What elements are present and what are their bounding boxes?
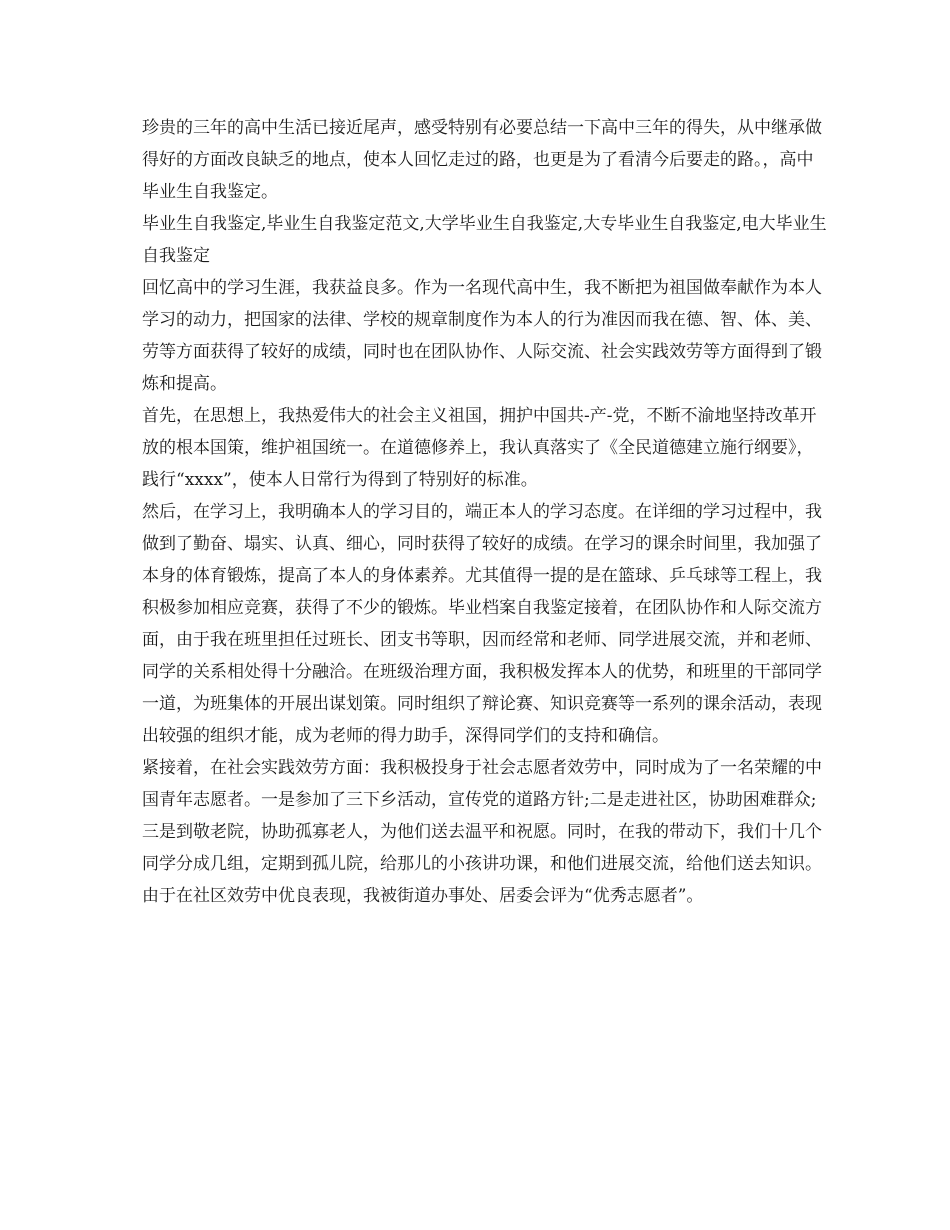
paragraph-keywords: 毕业生自我鉴定,毕业生自我鉴定范文,大学毕业生自我鉴定,大专毕业生自我鉴定,电大毕业生自我鉴定 [142, 214, 827, 266]
paragraph-ideology: 首先，在思想上，我热爱伟大的社会主义祖国，拥护中国共-产-党，不断不渝地坚持改革开放的根本国策，维护祖国统一。在道德修养上，我认真落实了《全民道德建立施行纲要》，践行“xxxx”，使本人日常行为得到了特别好的标准。 [142, 406, 817, 490]
paragraph-study: 然后，在学习上，我明确本人的学习目的，端正本人的学习态度。在详细的学习过程中，我做到了勤奋、塌实、认真、细心，同时获得了较好的成绩。在学习的课余时间里，我加强了本身的体育锻炼，提高了本人的身体素养。尤其值得一提的是在篮球、乒乓球等工程上，我积极参加相应竞赛，获得了不少的锻炼。毕业档案自我鉴定接着，在团队协作和人际交流方面，由于我在班里担任过班长、团支书等职，因而经常和老师、同学进展交流，并和老师、同学的关系相处得十分融洽。在班级治理方面，我积极发挥本人的优势，和班里的干部同学一道，为班集体的开展出谋划策。同时组织了辩论赛、知识竞赛等一系列的课余活动，表现出较强的组织才能，成为老师的得力助手，深得同学们的支持和确信。 [142, 502, 822, 746]
paragraph-overview: 回忆高中的学习生涯，我获益良多。作为一名现代高中生，我不断把为祖国做奉献作为本人学习的动力，把国家的法律、学校的规章制度作为本人的行为准因而我在德、智、体、美、劳等方面获得了较好的成绩，同时也在团队协作、人际交流、社会实践效劳等方面得到了锻炼和提高。 [142, 278, 822, 394]
document-body [142, 112, 827, 912]
paragraph-social-practice: 紧接着，在社会实践效劳方面：我积极投身于社会志愿者效劳中，同时成为了一名荣耀的中国青年志愿者。一是参加了三下乡活动，宣传党的道路方针;二是走进社区，协助困难群众;三是到敬老院，协助孤寡老人，为他们送去温平和祝愿。同时，在我的带动下，我们十几个同学分成几组，定期到孤儿院，给那儿的小孩讲功课，和他们进展交流，给他们送去知识。由于在社区效劳中优良表现，我被街道办事处、居委会评为“优秀志愿者”。 [142, 758, 822, 906]
paragraph-intro: 珍贵的三年的高中生活已接近尾声，感受特别有必要总结一下高中三年的得失，从中继承做得好的方面改良缺乏的地点，使本人回忆走过的路，也更是为了看清今后要走的路。，高中毕业生自我鉴定。 [142, 118, 822, 202]
